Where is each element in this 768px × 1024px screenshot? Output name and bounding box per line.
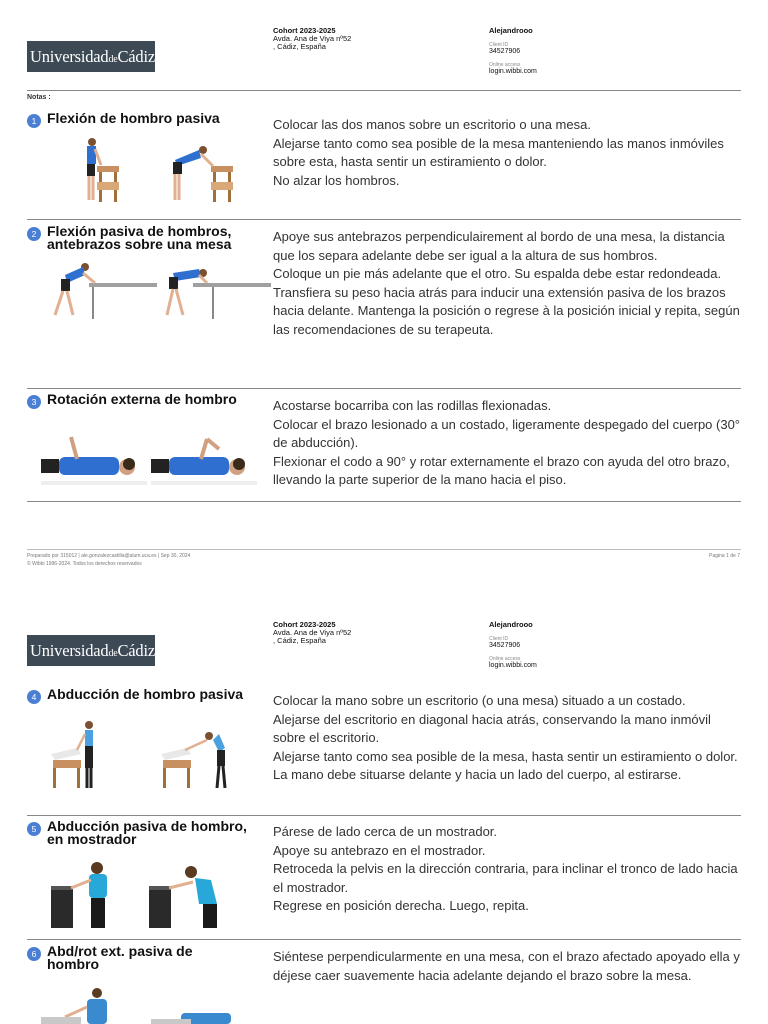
exercise-image-start [41, 431, 147, 487]
exercise-image-start [79, 136, 179, 206]
exercise-title: Rotación externa de hombro [47, 391, 237, 407]
exercise-image-end [163, 259, 271, 321]
university-logo: UniversidaddeCádiz [27, 635, 155, 666]
client-id: 34527906 [489, 48, 521, 55]
exercise-item [27, 688, 741, 813]
footer [27, 552, 190, 568]
exercise-item [27, 945, 741, 1024]
clinic-info [273, 27, 351, 51]
exercise-description: Colocar la mano sobre un escritorio (o una mesa) situado a un costado. Alejarse del escritorio en diagonal hacia atrás, conservando la mano inmóvil sobre el escritorio. Alejarse tanto como sea posible de la mesa, hasta sentir un estiramiento o dolor. La mano debe situarse delante y hacia un lado del cuerpo, al estirarse. [273, 693, 738, 782]
footer-divider [27, 549, 741, 550]
client-info [489, 27, 537, 76]
divider [27, 219, 741, 220]
exercise-description: Apoye sus antebrazos perpendiculairement al bordo de una mesa, la distancia que los separa adelante debe ser igual a la altura de sus hombros. Coloque un pie más adelante que el otro. Su espalda debe estar redondeada. Transfiera su peso hacia atrás para inducir una extensión pasiva de los brazos hacia delante. Mantenga la posición o regrese à la posición inicial y repita, según las recomendaciones de su terapeuta. [273, 229, 740, 337]
exercise-title: Flexión de hombro pasiva [47, 110, 220, 126]
exercise-title: Abducción de hombro pasiva [47, 686, 244, 702]
client-id-label: Client ID [489, 636, 509, 642]
online-url[interactable]: login.wibbi.com [489, 662, 537, 669]
clinic-info [273, 621, 351, 645]
university-logo: UniversidaddeCádiz [27, 41, 155, 72]
exercise-title: Flexión pasiva de hombros, antebrazos sobre una mesa [47, 223, 232, 252]
footer-copyright: © Wibbi 1996-2024. Todos los derechos reservados [27, 561, 142, 567]
divider [27, 90, 741, 91]
client-name: Alejandrooo [489, 26, 533, 35]
exercise-description: Colocar las dos manos sobre un escritorio o una mesa. Alejarse tanto como sea posible de la mesa manteniendo las manos inmóviles sobre esta, hasta sentir un estiramiento o dolor. No alzar los hombros. [273, 117, 724, 188]
exercise-image-end [157, 720, 241, 792]
online-label: Online access [489, 656, 521, 662]
exercise-image-end [151, 987, 241, 1024]
exercise-image-start [41, 987, 131, 1024]
exercise-image-end [149, 852, 245, 928]
exercise-image-start [47, 259, 157, 321]
client-name: Alejandrooo [489, 620, 533, 629]
exercise-image-start [47, 720, 131, 792]
address-line: Avda. Ana de Viya nº52 [273, 34, 352, 43]
exercise-item [27, 225, 741, 385]
client-id: 34527906 [489, 642, 521, 649]
divider [27, 501, 741, 502]
notes-label: Notas : [27, 94, 51, 101]
exercise-number: 6 [27, 947, 41, 961]
exercise-title: Abducción pasiva de hombro, en mostrador [47, 818, 247, 847]
exercise-item [27, 820, 741, 935]
cohort: Cohort 2023-2025 [273, 26, 336, 35]
exercise-image-start [51, 852, 147, 928]
exercise-number: 1 [27, 114, 41, 128]
cohort: Cohort 2023-2025 [273, 620, 336, 629]
exercise-number: 5 [27, 822, 41, 836]
client-info [489, 621, 537, 670]
online-label: Online access [489, 62, 521, 68]
exercise-image-end [151, 431, 257, 487]
page-number: Pagina 1 de 7 [709, 553, 740, 559]
client-id-label: Client ID [489, 42, 509, 48]
exercise-image-end [167, 136, 267, 206]
exercise-description: Acostarse bocarriba con las rodillas flexionadas. Colocar el brazo lesionado a un costado, ligeramente despegado del cuerpo (30° de abducción). Flexionar el codo a 90° y rotar externamente el brazo con ayuda del otro brazo, llevando la parte superior de la mano hacia el piso. [273, 398, 741, 487]
divider [27, 939, 741, 940]
exercise-item [27, 112, 741, 220]
exercise-number: 4 [27, 690, 41, 704]
online-url[interactable]: login.wibbi.com [489, 68, 537, 75]
divider [27, 815, 741, 816]
divider [27, 388, 741, 389]
address-line: , Cádiz, España [273, 42, 326, 51]
exercise-number: 3 [27, 395, 41, 409]
footer-prepared-by: Preparado por 315012 | ale.gonzalezcastilla@alum.uca.es | Sep 30, 2024 [27, 553, 191, 559]
page-2 [0, 595, 768, 1024]
exercise-description: Siéntese perpendicularmente en una mesa, con el brazo afectado apoyado ella y déjese caer suavemente hacia adelante dejando el brazo sobre la mesa. [273, 949, 740, 983]
address-line: , Cádiz, España [273, 636, 326, 645]
exercise-title: Abd/rot ext. pasiva de hombro [47, 943, 193, 972]
exercise-description: Párese de lado cerca de un mostrador. Apoye su antebrazo en el mostrador. Retroceda la pelvis en la dirección contraria, para inclinar el tronco de lado hacia el mostrador. Regrese en posición derecha. Luego, repita. [273, 824, 738, 913]
address-line: Avda. Ana de Viya nº52 [273, 628, 352, 637]
exercise-item [27, 393, 741, 501]
exercise-number: 2 [27, 227, 41, 241]
